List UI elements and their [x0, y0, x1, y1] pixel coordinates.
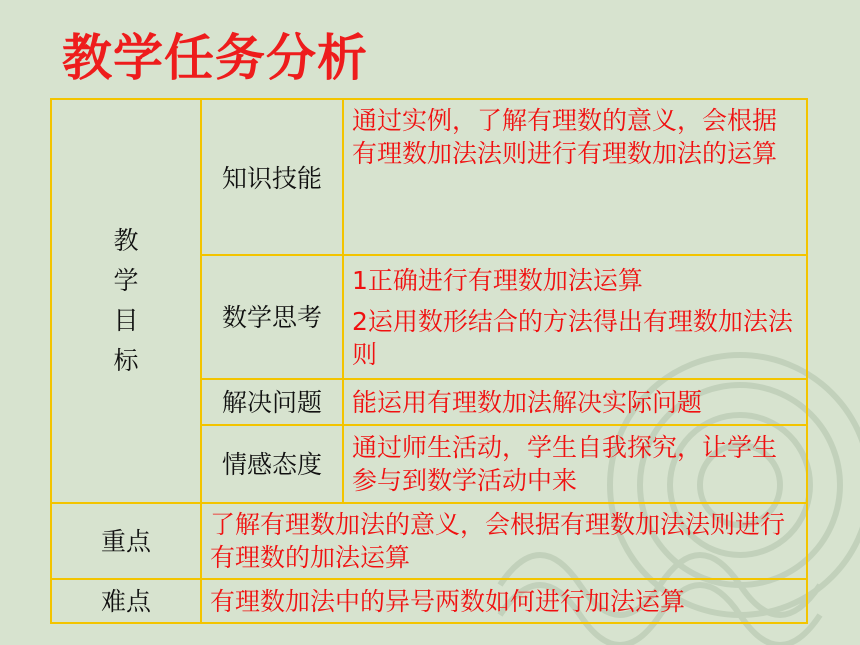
row-content: 能运用有理数加法解决实际问题 — [343, 379, 807, 425]
row-content — [343, 255, 807, 379]
page-title: 教学任务分析 — [62, 29, 368, 87]
table-row — [51, 99, 807, 255]
objectives-header-cell — [51, 99, 201, 503]
content-line: 1正确进行有理数加法运算 — [352, 265, 643, 295]
row-label: 解决问题 — [201, 379, 343, 425]
objectives-char: 教 — [113, 226, 139, 255]
row-label: 知识技能 — [201, 99, 343, 255]
row-content: 通过师生活动，学生自我探究，让学生参与到数学活动中来 — [343, 425, 807, 503]
row-label: 情感态度 — [201, 425, 343, 503]
objectives-char: 学 — [113, 266, 139, 295]
difficulty-label: 难点 — [51, 579, 201, 623]
row-label: 数学思考 — [201, 255, 343, 379]
objectives-char: 标 — [113, 346, 139, 375]
teaching-analysis-table — [50, 98, 808, 624]
objectives-char: 目 — [113, 306, 139, 335]
table-row — [51, 503, 807, 579]
content-line: 2运用数形结合的方法得出有理数加法法则 — [352, 306, 793, 369]
key-point-label: 重点 — [51, 503, 201, 579]
difficulty-content: 有理数加法中的异号两数如何进行加法运算 — [201, 579, 807, 623]
table-row — [51, 579, 807, 623]
row-content: 通过实例，了解有理数的意义，会根据有理数加法法则进行有理数加法的运算 — [343, 99, 807, 255]
key-point-content: 了解有理数加法的意义，会根据有理数加法法则进行有理数的加法运算 — [201, 503, 807, 579]
